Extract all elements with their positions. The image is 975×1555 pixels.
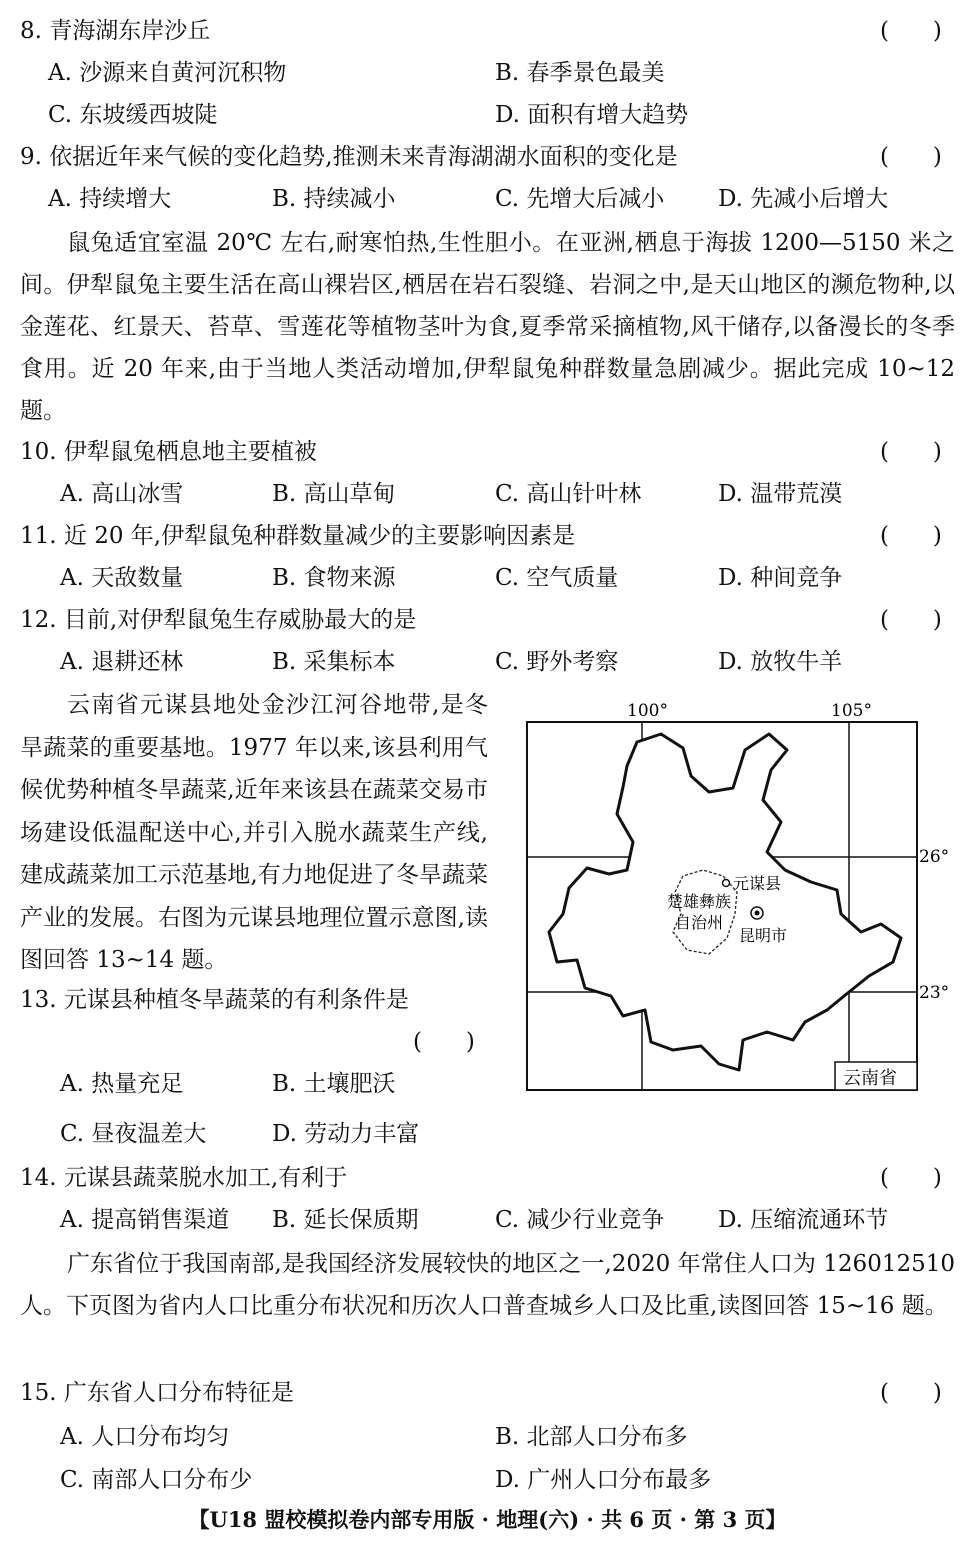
q9-answer-paren: ( ): [880, 144, 942, 170]
q9-option-d: D. 先减小后增大: [718, 186, 889, 212]
q10-answer-paren: ( ): [880, 439, 942, 465]
q15-answer-paren: ( ): [880, 1380, 942, 1406]
q14-option-c: C. 减少行业竞争: [495, 1207, 665, 1233]
q11-option-a: A. 天敌数量: [60, 565, 184, 591]
kunming-capital-dot: [755, 911, 760, 916]
passage-guangdong: 广东省位于我国南部,是我国经济发展较快的地区之一,2020 年常住人口为 126012510 人。下页图为省内人口比重分布状况和历次人口普查城乡人口及比重,读图回答 15~16 题。: [20, 1251, 955, 1319]
yuanmou-county-marker: [723, 880, 730, 887]
q8-option-a: A. 沙源来自黄河沉积物: [48, 60, 287, 86]
q11-option-b: B. 食物来源: [272, 565, 396, 591]
yunnan-location-map: [505, 692, 955, 1097]
q13-option-a: A. 热量充足: [60, 1071, 184, 1097]
map-lon-100-label: 100°: [627, 701, 668, 721]
q10-option-a: A. 高山冰雪: [60, 481, 184, 507]
q10-option-c: C. 高山针叶林: [495, 481, 642, 507]
q8-answer-paren: ( ): [880, 18, 942, 44]
q9-option-c: C. 先增大后减小: [495, 186, 665, 212]
map-lon-105-label: 105°: [831, 701, 872, 721]
q11-option-c: C. 空气质量: [495, 565, 619, 591]
map-lat-26-label: 26°: [919, 847, 950, 867]
q12-option-b: B. 采集标本: [272, 649, 396, 675]
q14-stem: 14. 元谋县蔬菜脱水加工,有利于: [20, 1165, 348, 1191]
map-label-yuanmou: 元谋县: [733, 874, 782, 893]
q12-option-a: A. 退耕还林: [60, 649, 184, 675]
q9-option-b: B. 持续减小: [272, 186, 396, 212]
passage-yuanmou: 云南省元谋县地处金沙江河谷地带,是冬旱蔬菜的重要基地。1977 年以来,该县利用气候优势种植冬旱蔬菜,近年来该县在蔬菜交易市场建设低温配送中心,并引入脱水蔬菜生产线,建成蔬菜加工示范基地,有力地促进了冬旱蔬菜产业的发展。右图为元谋县地理位置示意图,读图回答 13~14 题。: [20, 692, 488, 973]
q13-option-c: C. 昼夜温差大: [60, 1121, 207, 1147]
map-label-kunming: 昆明市: [739, 926, 788, 945]
q12-option-d: D. 放牧牛羊: [718, 649, 843, 675]
page-footer: 【U18 盟校模拟卷内部专用版 · 地理(六) · 共 6 页 · 第 3 页】: [188, 1507, 787, 1532]
q11-stem: 11. 近 20 年,伊犁鼠兔种群数量减少的主要影响因素是: [20, 523, 576, 549]
q12-stem: 12. 目前,对伊犁鼠兔生存威胁最大的是: [20, 607, 417, 633]
q10-stem: 10. 伊犁鼠兔栖息地主要植被: [20, 439, 317, 465]
q9-option-a: A. 持续增大: [48, 186, 172, 212]
q13-option-b: B. 土壤肥沃: [272, 1071, 396, 1097]
q8-option-b: B. 春季景色最美: [495, 60, 665, 86]
q10-option-d: D. 温带荒漠: [718, 481, 843, 507]
q11-option-d: D. 种间竞争: [718, 565, 843, 591]
map-lat-23-label: 23°: [919, 983, 950, 1003]
q14-option-a: A. 提高销售渠道: [60, 1207, 230, 1233]
map-label-province: 云南省: [843, 1068, 897, 1089]
q15-option-d: D. 广州人口分布最多: [495, 1467, 712, 1493]
q10-option-b: B. 高山草甸: [272, 481, 396, 507]
map-label-chuxiong-2: 自治州: [675, 913, 724, 932]
passage-pika: 鼠兔适宜室温 20℃ 左右,耐寒怕热,生性胆小。在亚洲,栖息于海拔 1200—5150 米之间。伊犁鼠兔主要生活在高山裸岩区,栖居在岩石裂缝、岩洞之中,是天山地区的濒危物种,以金莲花、红景天、苔草、雪莲花等植物茎叶为食,夏季常采摘植物,风干储存,以备漫长的冬季食用。近 20 年来,由于当地人类活动增加,伊犁鼠兔种群数量急剧减少。据此完成 10~12 题。: [20, 230, 955, 424]
q8-option-c: C. 东坡缓西坡陡: [48, 102, 218, 128]
q14-option-b: B. 延长保质期: [272, 1207, 419, 1233]
q15-stem: 15. 广东省人口分布特征是: [20, 1380, 294, 1406]
q12-answer-paren: ( ): [880, 607, 942, 633]
q14-answer-paren: ( ): [880, 1165, 942, 1191]
q15-option-c: C. 南部人口分布少: [60, 1467, 253, 1493]
q8-stem: 8. 青海湖东岸沙丘: [20, 18, 211, 44]
map-label-chuxiong-1: 楚雄彝族: [667, 892, 732, 911]
q13-answer-paren: ( ): [413, 1029, 475, 1055]
q13-option-d: D. 劳动力丰富: [272, 1121, 420, 1147]
q13-stem: 13. 元谋县种植冬旱蔬菜的有利条件是: [20, 987, 409, 1013]
q14-option-d: D. 压缩流通环节: [718, 1207, 889, 1233]
q9-stem: 9. 依据近年来气候的变化趋势,推测未来青海湖湖水面积的变化是: [20, 144, 678, 170]
q12-option-c: C. 野外考察: [495, 649, 619, 675]
q15-option-b: B. 北部人口分布多: [495, 1424, 688, 1450]
q15-option-a: A. 人口分布均匀: [60, 1424, 230, 1450]
q8-option-d: D. 面积有增大趋势: [495, 102, 689, 128]
q11-answer-paren: ( ): [880, 523, 942, 549]
